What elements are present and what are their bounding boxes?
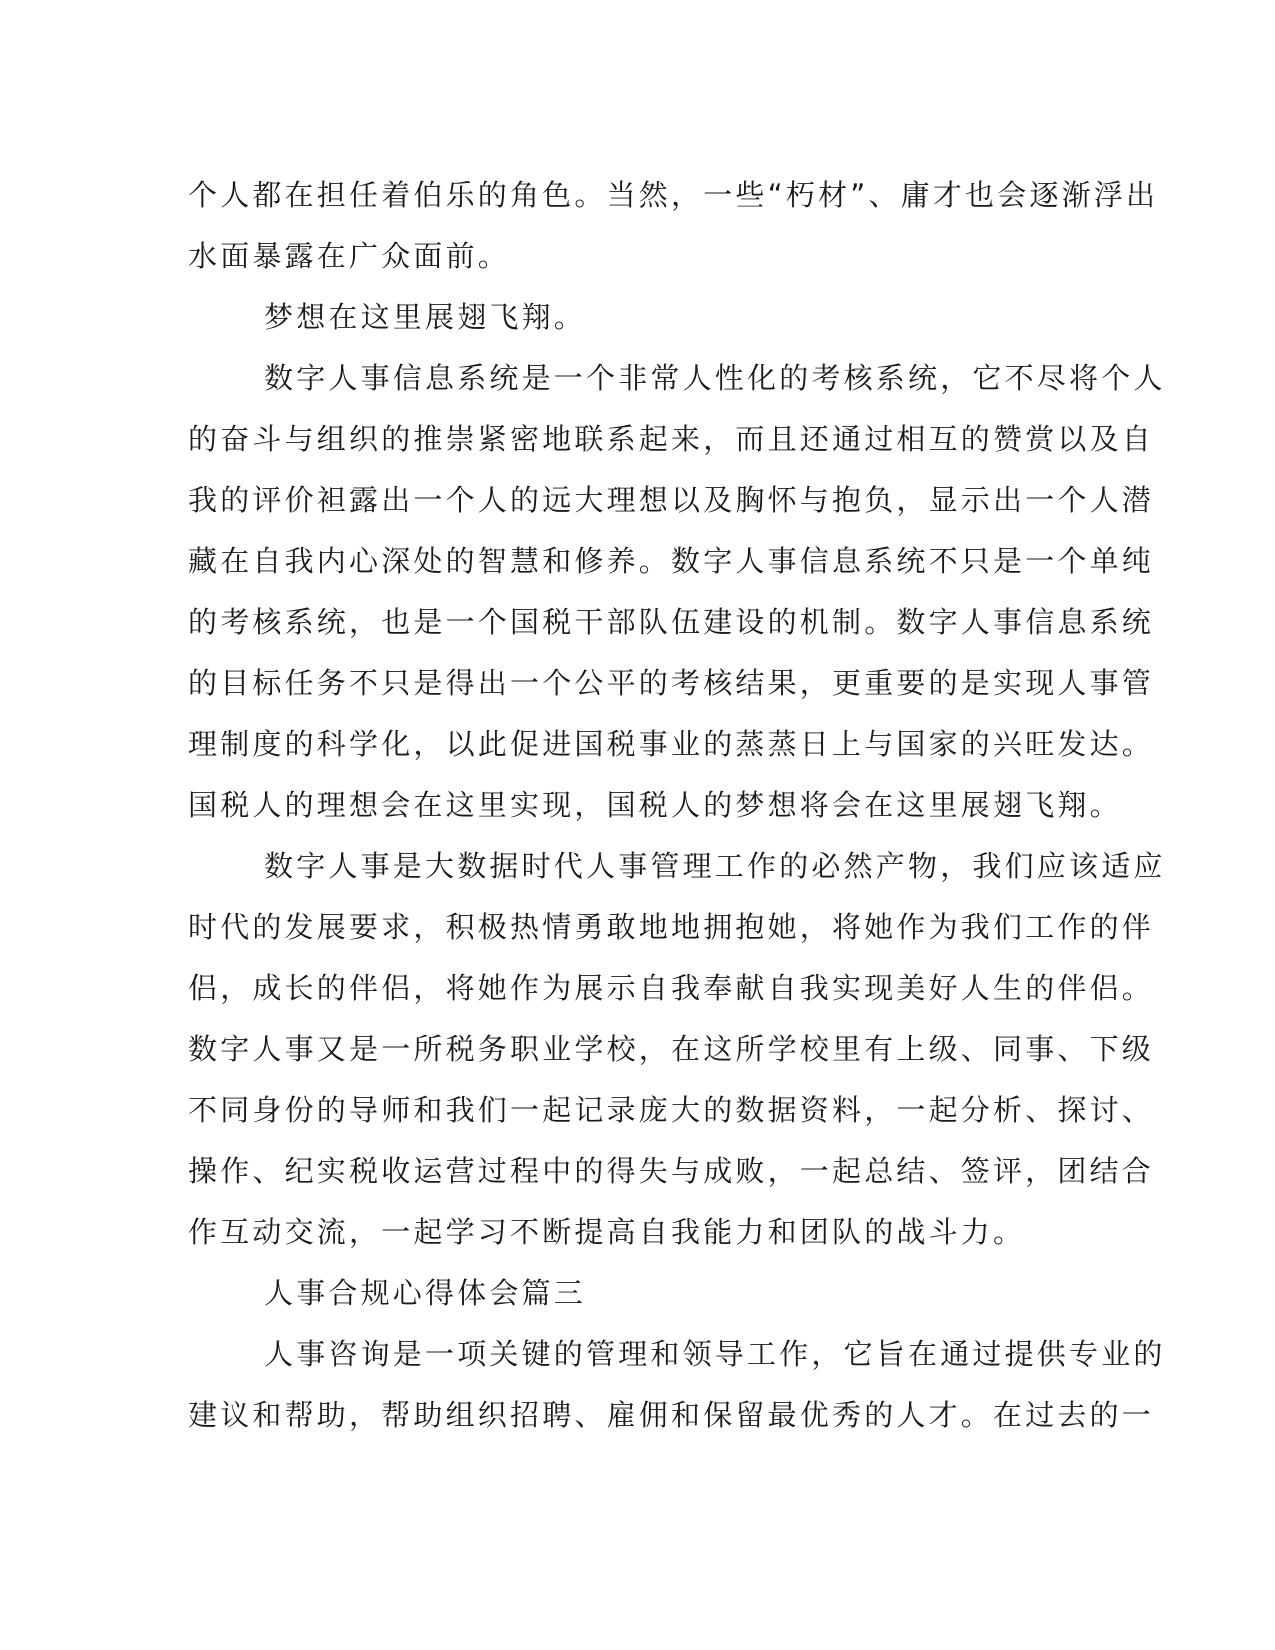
text-line: 时代的发展要求，积极热情勇敢地地拥抱她，将她作为我们工作的伴 — [188, 910, 1155, 944]
text-line: 个人都在担任着伯乐的角色。当然，一些“朽材”、庸才也会逐渐浮出 — [188, 178, 1159, 212]
text-line: 的目标任务不只是得出一个公平的考核结果，更重要的是实现人事管 — [188, 666, 1155, 700]
text-line: 操作、纪实税收运营过程中的得失与成败，一起总结、签评，团结合 — [188, 1154, 1155, 1188]
text-line: 的考核系统，也是一个国税干部队伍建设的机制。数字人事信息系统 — [188, 605, 1155, 639]
body-text — [188, 165, 1166, 1446]
section-title: 人事合规心得体会篇三 — [264, 1276, 587, 1310]
text-line: 国税人的理想会在这里实现，国税人的梦想将会在这里展翅飞翔。 — [188, 788, 1122, 822]
text-line: 不同身份的导师和我们一起记录庞大的数据资料，一起分析、探讨、 — [188, 1093, 1155, 1127]
text-line: 藏在自我内心深处的智慧和修养。数字人事信息系统不只是一个单纯 — [188, 544, 1155, 578]
text-line: 数字人事信息系统是一个非常人性化的考核系统，它不尽将个人 — [264, 361, 1166, 395]
text-line: 数字人事又是一所税务职业学校，在这所学校里有上级、同事、下级 — [188, 1032, 1155, 1066]
paragraph-heading: 梦想在这里展翅飞翔。 — [264, 300, 587, 334]
text-line: 我的评价袒露出一个人的远大理想以及胸怀与抱负，显示出一个人潜 — [188, 483, 1155, 517]
text-line: 数字人事是大数据时代人事管理工作的必然产物，我们应该适应 — [264, 849, 1166, 883]
text-line: 水面暴露在广众面前。 — [188, 239, 511, 273]
text-line: 侣，成长的伴侣，将她作为展示自我奉献自我实现美好人生的伴侣。 — [188, 971, 1155, 1005]
text-line: 作互动交流，一起学习不断提高自我能力和团队的战斗力。 — [188, 1215, 1026, 1249]
text-line: 人事咨询是一项关键的管理和领导工作，它旨在通过提供专业的 — [264, 1337, 1166, 1371]
text-line: 的奋斗与组织的推崇紧密地联系起来，而且还通过相互的赞赏以及自 — [188, 422, 1155, 456]
text-line: 理制度的科学化，以此促进国税事业的蒸蒸日上与国家的兴旺发达。 — [188, 727, 1155, 761]
text-line: 建议和帮助，帮助组织招聘、雇佣和保留最优秀的人才。在过去的一 — [188, 1398, 1155, 1432]
